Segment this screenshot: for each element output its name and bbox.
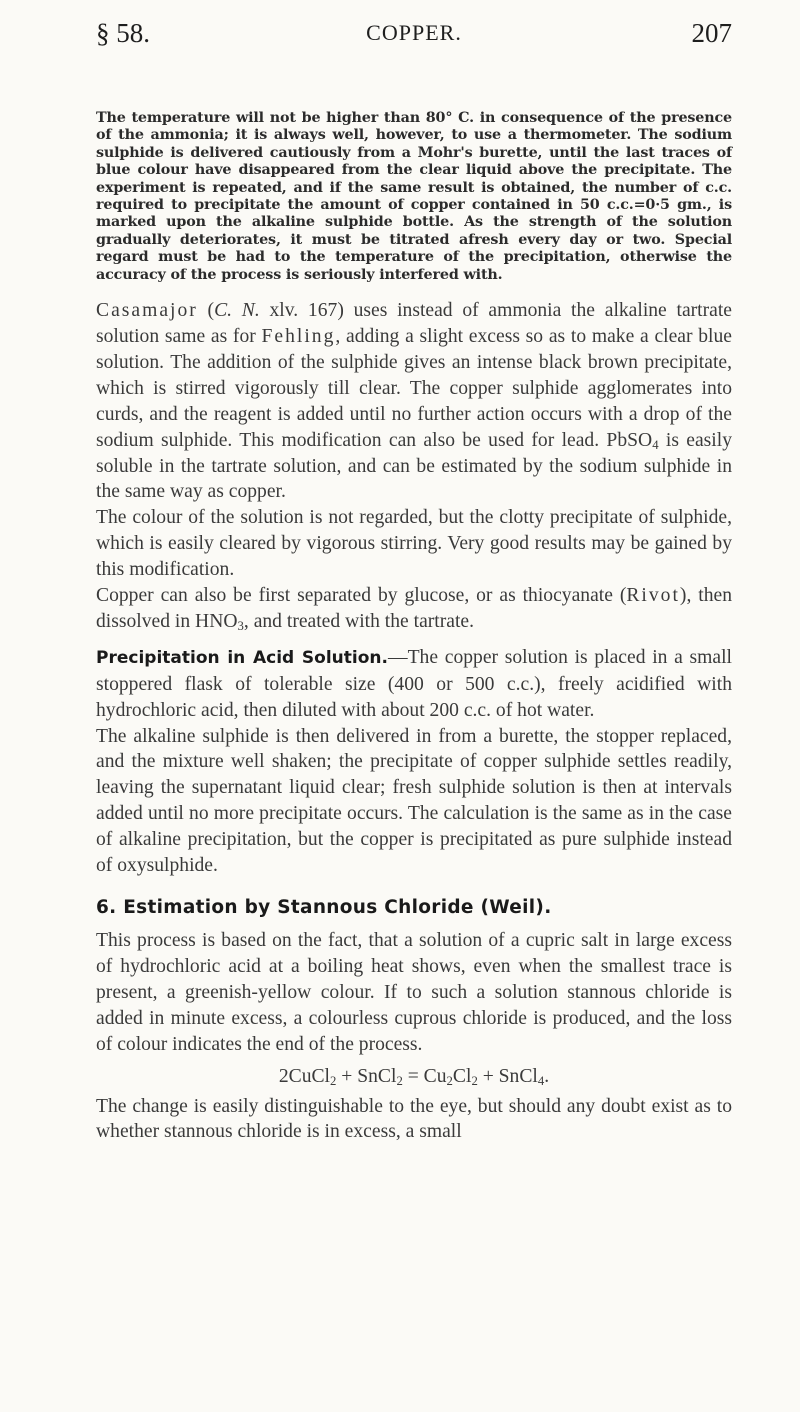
author-name: Casamajor	[96, 300, 198, 322]
paragraph-glucose: Copper can also be first separated by glucose, or as thiocyanate (Rivot), then dissolved in $HNO_3$, and treated with the tartrate.	[96, 585, 732, 634]
paragraph-temperature: The temperature will not be higher than 80° C. in consequence of the presence of the ammonia; it is always well, however, to use a thermometer. The sodium sulphide is delivered cautiously from a Mohr's burette, until the last traces of blue colour have disappeared from the clear liquid above the precipitate. The experiment is repeated, and if the same result is obtained, the number of c.c. required to precipitate the amount of copper contained in 50 c.c.=0·5 gm., is marked upon the alkaline sulphide bottle. As the strength of the solution gradually deteriorates, it must be titrated afresh every day or two. Special regard must be had to the temperature of the precipitation, otherwise the accuracy of the process is seriously interfered with.	[96, 110, 732, 283]
paragraph-casamajor: Casamajor (C. N. xlv. 167) uses instead of ammonia the alkaline tartrate solution same as for Fehling, adding a slight excess so as to make a clear blue solution. The addition of the sulphide gives an intense black brown precipitate, which is stirred vigorously till clear. The copper sulphide agglomerates into curds, and the reagent is added until no further action occurs with a drop of the sodium sulphide. This modification can also be used for lead. PbSO$_4$ is easily soluble in the tartrate solution, and can be estimated by the sodium sulphide in the same way as copper.	[96, 300, 732, 503]
paragraph-acid-solution: Precipitation in Acid Solution.—The copper solution is placed in a small stoppered flask of tolerable size (400 or 500 c.c.), freely acidified with hydrochloric acid, then diluted with about 200 c.c. of hot water.	[96, 646, 732, 721]
paragraph-alkaline-sulphide: The alkaline sulphide is then delivered in from a burette, the stopper replaced, and the mixture well shaken; the precipitate of copper sulphide settles readily, leaving the supernatant liquid clear; fresh sulphide solution is then at intervals added until no more precipitate occurs. The calculation is the same as in the case of alkaline precipitation, but the copper is precipitated as pure sulphide instead of oxysulphide.	[96, 725, 732, 877]
journal-ref: C. N.	[214, 300, 260, 322]
running-head	[96, 18, 732, 58]
author-name: Rivot	[626, 585, 680, 607]
chapter-title: COPPER.	[366, 20, 462, 45]
book-page	[96, 18, 732, 1145]
paragraph-colour: The colour of the solution is not regarded, but the clotty precipitate of sulphide, which is easily cleared by vigorous stirring. Very good results may be gained by this modification.	[96, 507, 732, 581]
run-in-heading: Precipitation in Acid Solution.	[96, 647, 388, 668]
paragraph-change: The change is easily distinguishable to the eye, but should any doubt exist as to whether stannous chloride is in excess, a small	[96, 1095, 732, 1143]
author-name: Fehling	[261, 325, 336, 347]
paragraph-stannous: This process is based on the fact, that a solution of a cupric salt in large excess of hydrochloric acid at a boiling heat shows, even when the smallest trace is present, a greenish-yellow colour. If to such a solution stannous chloride is added in minute excess, a colourless cuprous chloride is produced, and the loss of colour indicates the end of the process.	[96, 930, 732, 1055]
section-heading: 6. Estimation by Stannous Chloride (Weil).	[96, 897, 552, 918]
section-number: § 58.	[96, 18, 150, 48]
page-number: 207	[691, 18, 732, 48]
chemical-equation: 2CuCl$_2$ + SnCl$_2$ = $Cu_2Cl_2$ + SnCl$_4$.	[278, 1065, 550, 1088]
